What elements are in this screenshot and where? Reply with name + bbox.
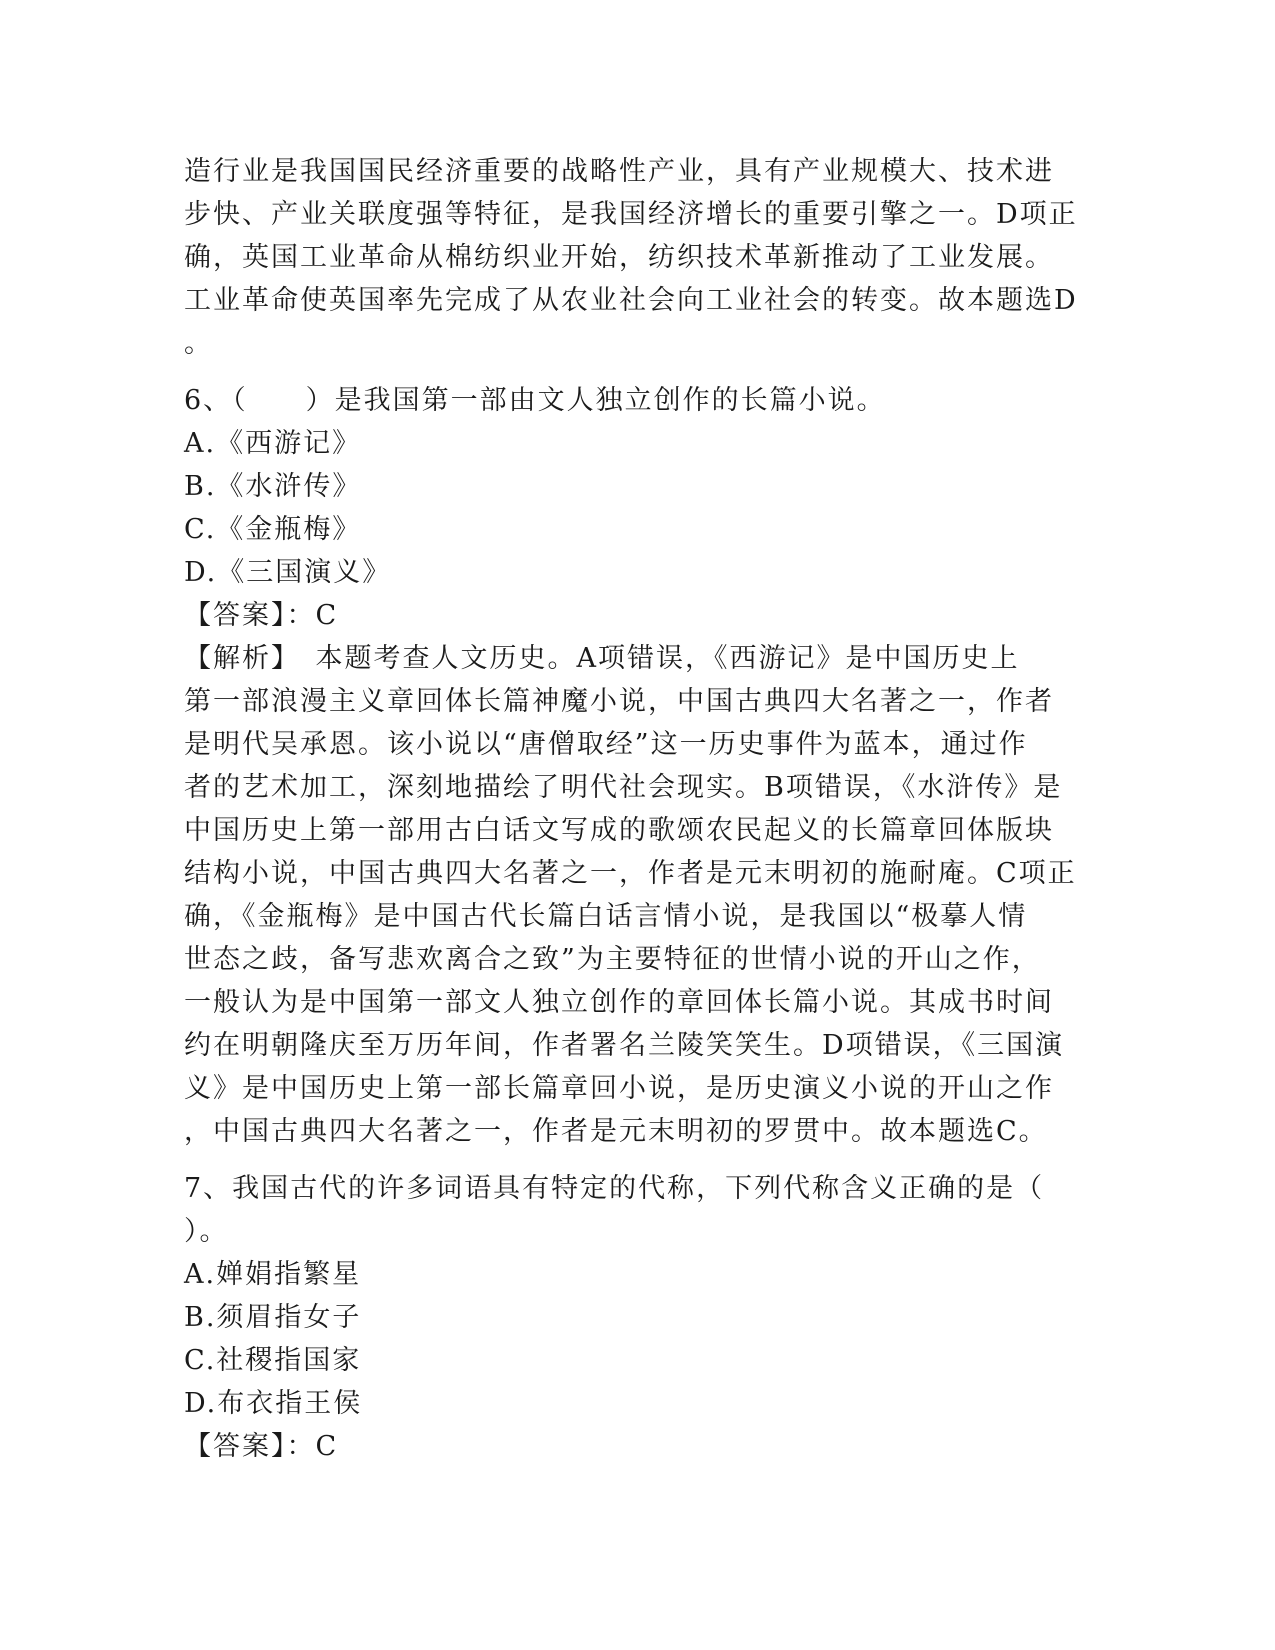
option-d: D.布衣指王侯 [184,1388,363,1419]
option-b: B.《水浒传》 [184,471,362,502]
option-a: A.婵娟指繁星 [184,1259,362,1290]
analysis-line: 世态之歧，备写悲欢离合之致”为主要特征的世情小说的开山之作， [184,944,1041,975]
text-line: 。 [184,328,213,359]
answer-line: 【答案】：C [184,600,339,631]
analysis-line: 约在明朝隆庆至万历年间，作者署名兰陵笑笑生。D项错误，《三国演 [184,1030,1065,1061]
text-line: 步快、产业关联度强等特征，是我国经济增长的重要引擎之一。D项正 [184,199,1078,230]
option-a: A.《西游记》 [184,428,362,459]
analysis-line: 义》是中国历史上第一部长篇章回小说，是历史演义小说的开山之作 [184,1073,1054,1104]
analysis-line: 一般认为是中国第一部文人独立创作的章回体长篇小说。其成书时间 [184,987,1054,1018]
spacer [184,1153,1094,1167]
analysis-line: 第一部浪漫主义章回体长篇神魔小说，中国古典四大名著之一，作者 [184,686,1054,717]
analysis-line: 中国历史上第一部用古白话文写成的歌颂农民起义的长篇章回体版块 [184,815,1054,846]
text-line: 造行业是我国国民经济重要的战略性产业，具有产业规模大、技术进 [184,156,1054,187]
option-c: C.社稷指国家 [184,1345,362,1376]
option-b: B.须眉指女子 [184,1302,362,1333]
analysis-line: 者的艺术加工，深刻地描绘了明代社会现实。B项错误，《水浒传》是 [184,772,1063,803]
question-stem: 7、我国古代的许多词语具有特定的代称，下列代称含义正确的是（ [184,1173,1045,1204]
option-c: C.《金瓶梅》 [184,514,362,545]
text-line: 工业革命使英国率先完成了从农业社会向工业社会的转变。故本题选D [184,285,1078,316]
question-stem: 6、（ ）是我国第一部由文人独立创作的长篇小说。 [184,385,886,416]
question-7-block [184,1167,1094,1468]
analysis-line: 结构小说，中国古典四大名著之一，作者是元末明初的施耐庵。C项正 [184,858,1077,889]
analysis-line: 确，《金瓶梅》是中国古代长篇白话言情小说，是我国以“极摹人情 [184,901,1028,932]
question-6-block [184,379,1094,1153]
spacer [184,365,1094,379]
analysis-line: ，中国古典四大名著之一，作者是元末明初的罗贯中。故本题选C。 [184,1116,1048,1147]
document-page [184,150,1094,1468]
option-d: D.《三国演义》 [184,557,392,588]
analysis-line: 是明代吴承恩。该小说以“唐僧取经”这一历史事件为蓝本，通过作 [184,729,1028,760]
question-stem-continued: ）。 [184,1216,229,1247]
answer-line: 【答案】：C [184,1431,339,1462]
analysis-line: 【解析】 本题考查人文历史。A项错误，《西游记》是中国历史上 [184,643,1020,674]
text-line: 确，英国工业革命从棉纺织业开始，纺织技术革新推动了工业发展。 [184,242,1054,273]
explanation-tail-block [184,150,1094,365]
